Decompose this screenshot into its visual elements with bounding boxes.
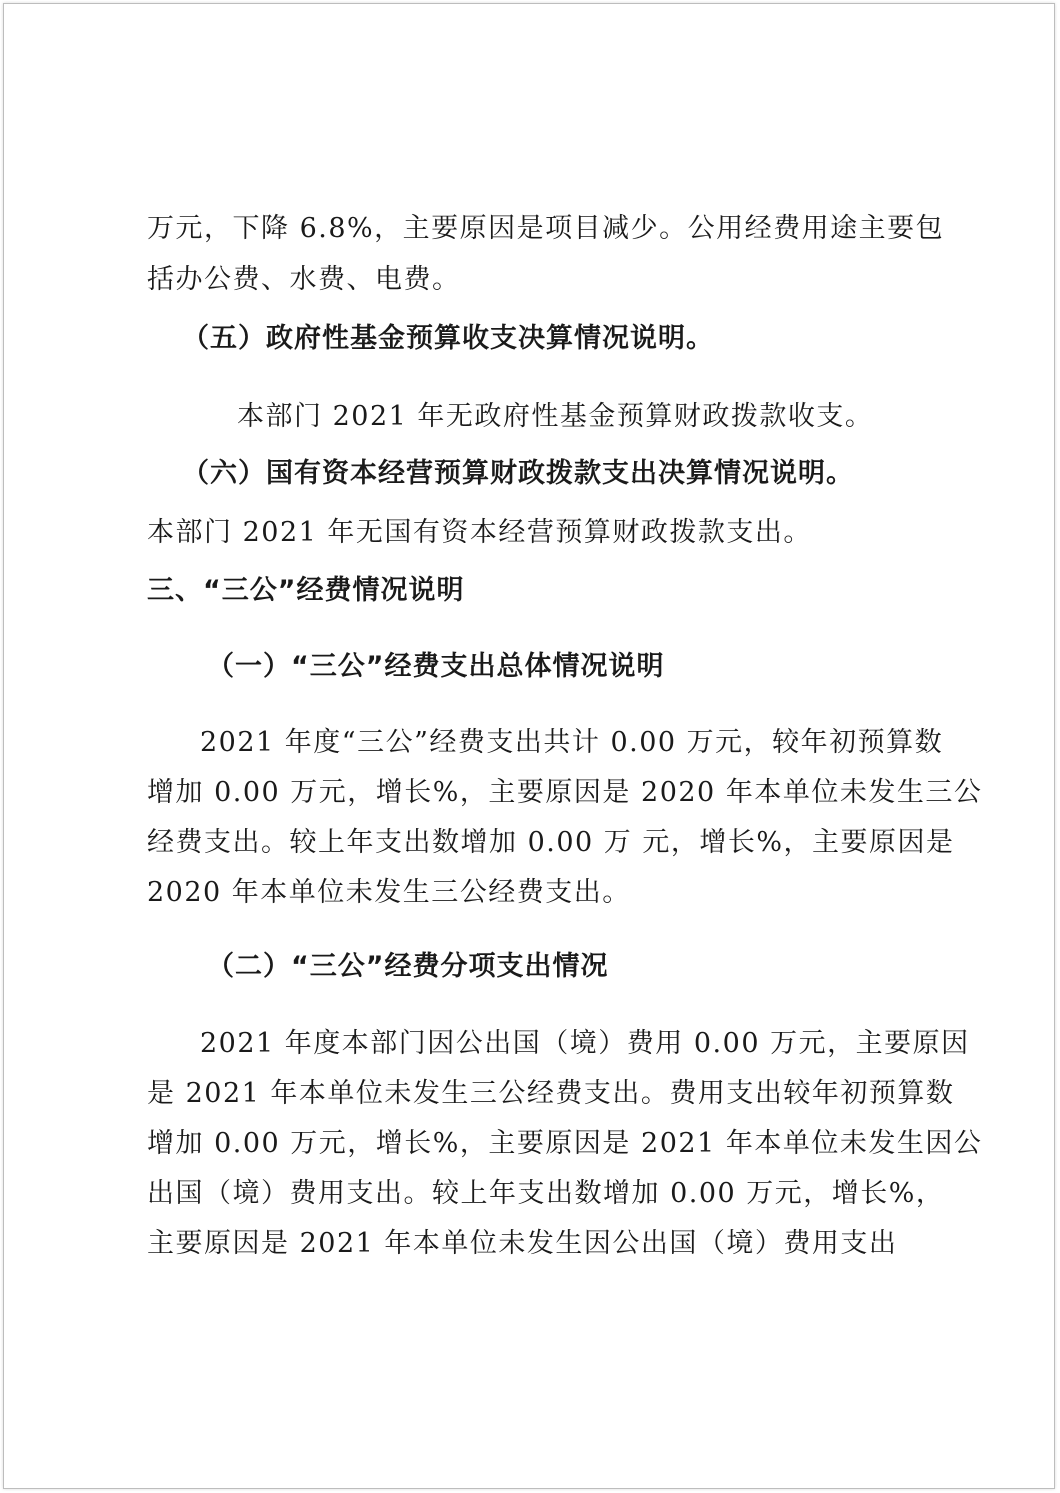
paragraph-line: 是 2021 年本单位未发生三公经费支出。费用支出较年初预算数 (147, 1078, 955, 1109)
paragraph-line: 出国（境）费用支出。较上年支出数增加 0.00 万元，增长%， (147, 1178, 945, 1209)
paragraph-line: 万元，下降 6.8%，主要原因是项目减少。公用经费用途主要包 (147, 213, 945, 244)
paragraph-line: 2021 年度“三公”经费支出共计 0.00 万元，较年初预算数 (200, 727, 944, 758)
section-heading-6: （六）国有资本经营预算财政拨款支出决算情况说明。 (182, 458, 854, 489)
paragraph-line: 本部门 2021 年无政府性基金预算财政拨款收支。 (237, 401, 874, 432)
paragraph-line: 增加 0.00 万元，增长%，主要原因是 2021 年本单位未发生因公 (147, 1128, 983, 1159)
subsection-heading-3-2: （二）“三公”经费分项支出情况 (207, 951, 609, 982)
paragraph-line: 2020 年本单位未发生三公经费支出。 (147, 877, 631, 908)
section-heading-5: （五）政府性基金预算收支决算情况说明。 (182, 323, 714, 354)
document-page (3, 3, 1055, 1489)
paragraph-line: 括办公费、水费、电费。 (147, 264, 461, 295)
paragraph-line: 经费支出。较上年支出数增加 0.00 万 元，增长%，主要原因是 (147, 827, 955, 858)
section-heading-3: 三、“三公”经费情况说明 (147, 575, 465, 606)
paragraph-line: 主要原因是 2021 年本单位未发生因公出国（境）费用支出 (147, 1228, 898, 1259)
paragraph-line: 增加 0.00 万元，增长%，主要原因是 2020 年本单位未发生三公 (147, 777, 983, 808)
paragraph-line: 本部门 2021 年无国有资本经营预算财政拨款支出。 (147, 517, 812, 548)
paragraph-line: 2021 年度本部门因公出国（境）费用 0.00 万元，主要原因 (200, 1028, 970, 1059)
subsection-heading-3-1: （一）“三公”经费支出总体情况说明 (207, 651, 665, 682)
